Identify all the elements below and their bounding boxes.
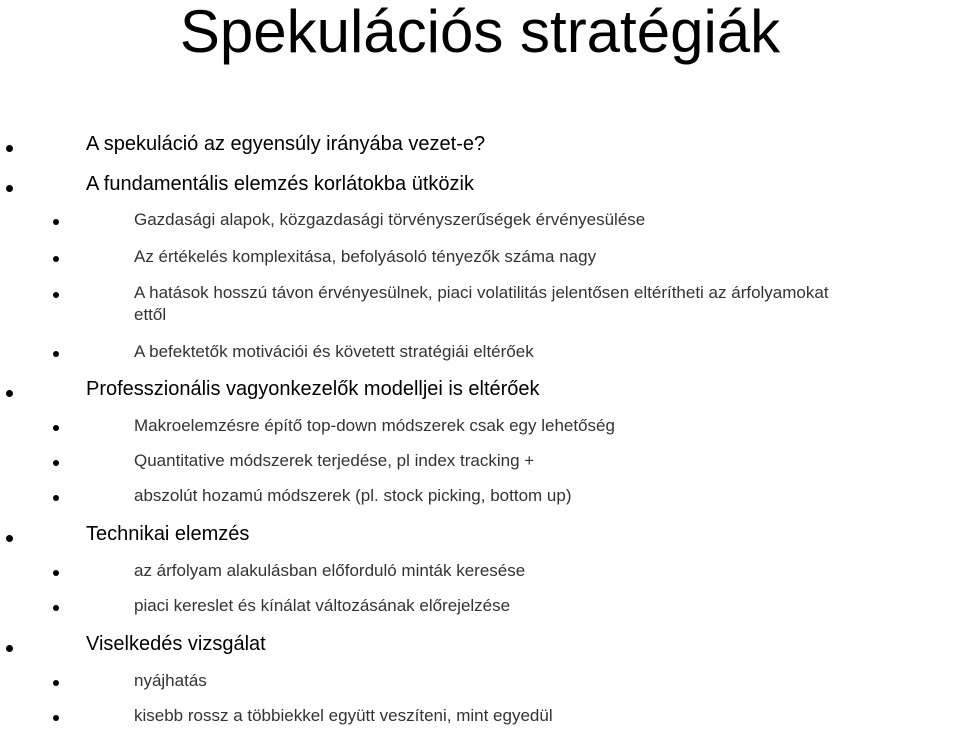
bullet-dot-icon bbox=[53, 495, 59, 501]
bullet-text: abszolút hozamú módszerek (pl. stock picking, bottom up) bbox=[134, 486, 572, 505]
bullet-text: A befektetők motivációi és követett stratégiái eltérőek bbox=[134, 342, 534, 361]
bullet-dot-icon bbox=[53, 351, 59, 357]
bullet-text: nyájhatás bbox=[134, 671, 207, 690]
bullet-text: piaci kereslet és kínálat változásának előrejelzése bbox=[134, 596, 511, 615]
bullet-dot-icon bbox=[53, 292, 59, 298]
bullet-text: A hatások hosszú távon érvényesülnek, piaci volatilitás jelentősen eltérítheti az árfolyamokat bbox=[134, 283, 829, 302]
bullet-text-continuation: ettől bbox=[134, 305, 167, 324]
bullet-text: Technikai elemzés bbox=[86, 523, 250, 545]
bullet-dot-icon bbox=[53, 425, 59, 431]
bullet-text: A spekuláció az egyensúly irányába vezet-e? bbox=[86, 133, 486, 155]
bullet-text: az árfolyam alakulásban előforduló minták keresése bbox=[134, 561, 526, 580]
bullet-dot-icon bbox=[53, 570, 59, 576]
bullet-dot-icon bbox=[6, 645, 13, 652]
bullet-dot-icon bbox=[6, 185, 13, 192]
bullet-dot-icon bbox=[53, 256, 59, 262]
bullet-dot-icon bbox=[53, 219, 59, 225]
bullet-text: Quantitative módszerek terjedése, pl index tracking + bbox=[134, 451, 535, 470]
bullet-text: Gazdasági alapok, közgazdasági törvényszerűségek érvényesülése bbox=[134, 210, 646, 229]
bullet-dot-icon bbox=[6, 145, 13, 152]
bullet-text: Professzionális vagyonkezelők modelljei is eltérőek bbox=[86, 378, 540, 400]
bullet-dot-icon bbox=[53, 680, 59, 686]
bullet-dot-icon bbox=[6, 390, 13, 397]
bullet-text: kisebb rossz a többiekkel együtt veszíteni, mint egyedül bbox=[134, 706, 553, 725]
bullet-text: Az értékelés komplexitása, befolyásoló tényezők száma nagy bbox=[134, 247, 597, 266]
bullet-text: A fundamentális elemzés korlátokba ütközik bbox=[86, 173, 474, 195]
bullet-dot-icon bbox=[53, 605, 59, 611]
bullet-dot-icon bbox=[6, 535, 13, 542]
slide-title: Spekulációs stratégiák bbox=[179, 0, 781, 65]
bullet-dot-icon bbox=[53, 715, 59, 721]
bullet-text: Makroelemzésre építő top-down módszerek csak egy lehetőség bbox=[134, 416, 615, 435]
bullet-text: Viselkedés vizsgálat bbox=[86, 633, 266, 655]
bullet-dot-icon bbox=[53, 460, 59, 466]
